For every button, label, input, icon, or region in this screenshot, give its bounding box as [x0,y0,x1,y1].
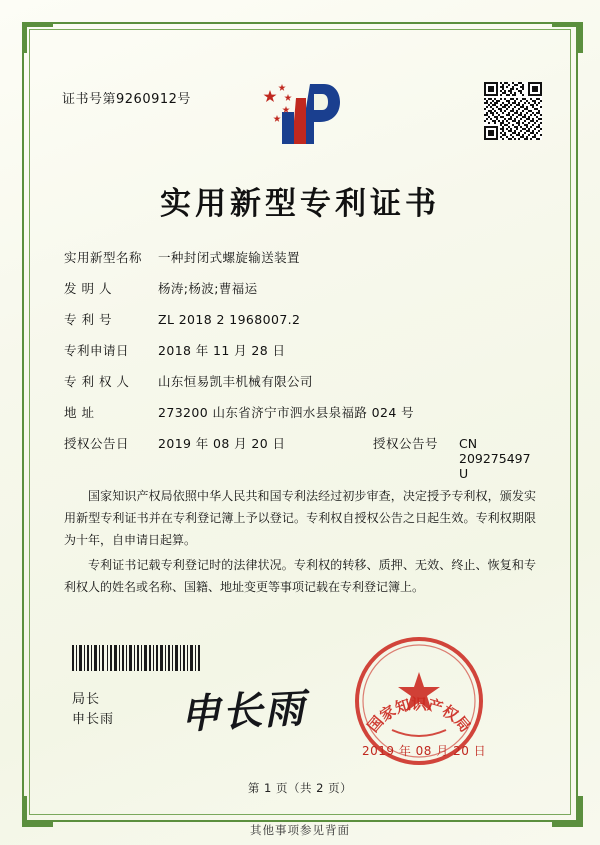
barcode [72,645,200,671]
field-value: 2018 年 11 月 28 日 [158,343,286,358]
corner-ornament-top-right [552,22,583,53]
legal-body-text [64,485,536,600]
field-value-secondary: CN 209275497 U [459,436,531,481]
field-row-utility-model-name [64,248,539,266]
field-label: 专 利 权 人 [64,374,130,389]
certificate-number: 证书号第9260912号 [62,92,191,107]
director-name: 申长雨 [72,712,115,728]
footer-note: 其他事项参见背面 [250,823,350,837]
field-row-patentee [64,372,539,390]
svg-text:国家知识产权局: 国家知识产权局 [363,695,475,736]
field-label: 授权公告日 [64,436,130,451]
handwritten-signature: 申长雨 [179,684,308,739]
page-indicator: 第 1 页（共 2 页） [247,781,353,795]
field-row-inventors [64,279,539,297]
field-value: 杨涛;杨波;曹福运 [158,281,258,296]
signature-block [72,690,114,730]
field-row-grant-announcement [64,434,539,481]
field-label: 地 址 [64,405,95,420]
field-row-patent-number [64,310,539,328]
field-list [64,248,539,494]
page-title: 实用新型专利证书 [160,186,440,222]
field-row-application-date [64,341,539,359]
director-title-label: 局长 [72,692,101,707]
field-value: 山东恒易凯丰机械有限公司 [158,374,313,389]
field-label-secondary: 授权公告号 [373,436,439,451]
field-label: 专 利 号 [64,312,112,327]
legal-paragraph-1: 国家知识产权局依照中华人民共和国专利法经过初步审查，决定授予专利权，颁发实用新型专利证书并在专利登记簿上予以登记。专利权自授权公告之日起生效。专利权期限为十年，自申请日起算。 [64,489,536,548]
field-label: 发 明 人 [64,281,112,296]
field-label: 实用新型名称 [64,250,143,265]
legal-paragraph-2: 专利证书记载专利登记时的法律状况。专利权的转移、质押、无效、终止、恢复和专利权人的姓名或名称、国籍、地址变更等事项记载在专利登记簿上。 [64,557,536,594]
corner-ornament-top-left [22,22,53,53]
field-value: ZL 2018 2 1968007.2 [158,312,301,327]
qr-code [484,82,542,140]
field-row-address [64,403,539,421]
field-value: 273200 山东省济宁市泗水县泉福路 024 号 [158,405,414,420]
field-value: 2019 年 08 月 20 日 [158,436,286,451]
field-value: 一种封闭式螺旋输送装置 [158,250,300,265]
seal-date: 2019 年 08 月 20 日 [362,744,487,758]
cnipa-emblem-icon [252,78,348,156]
field-label: 专利申请日 [64,343,130,358]
